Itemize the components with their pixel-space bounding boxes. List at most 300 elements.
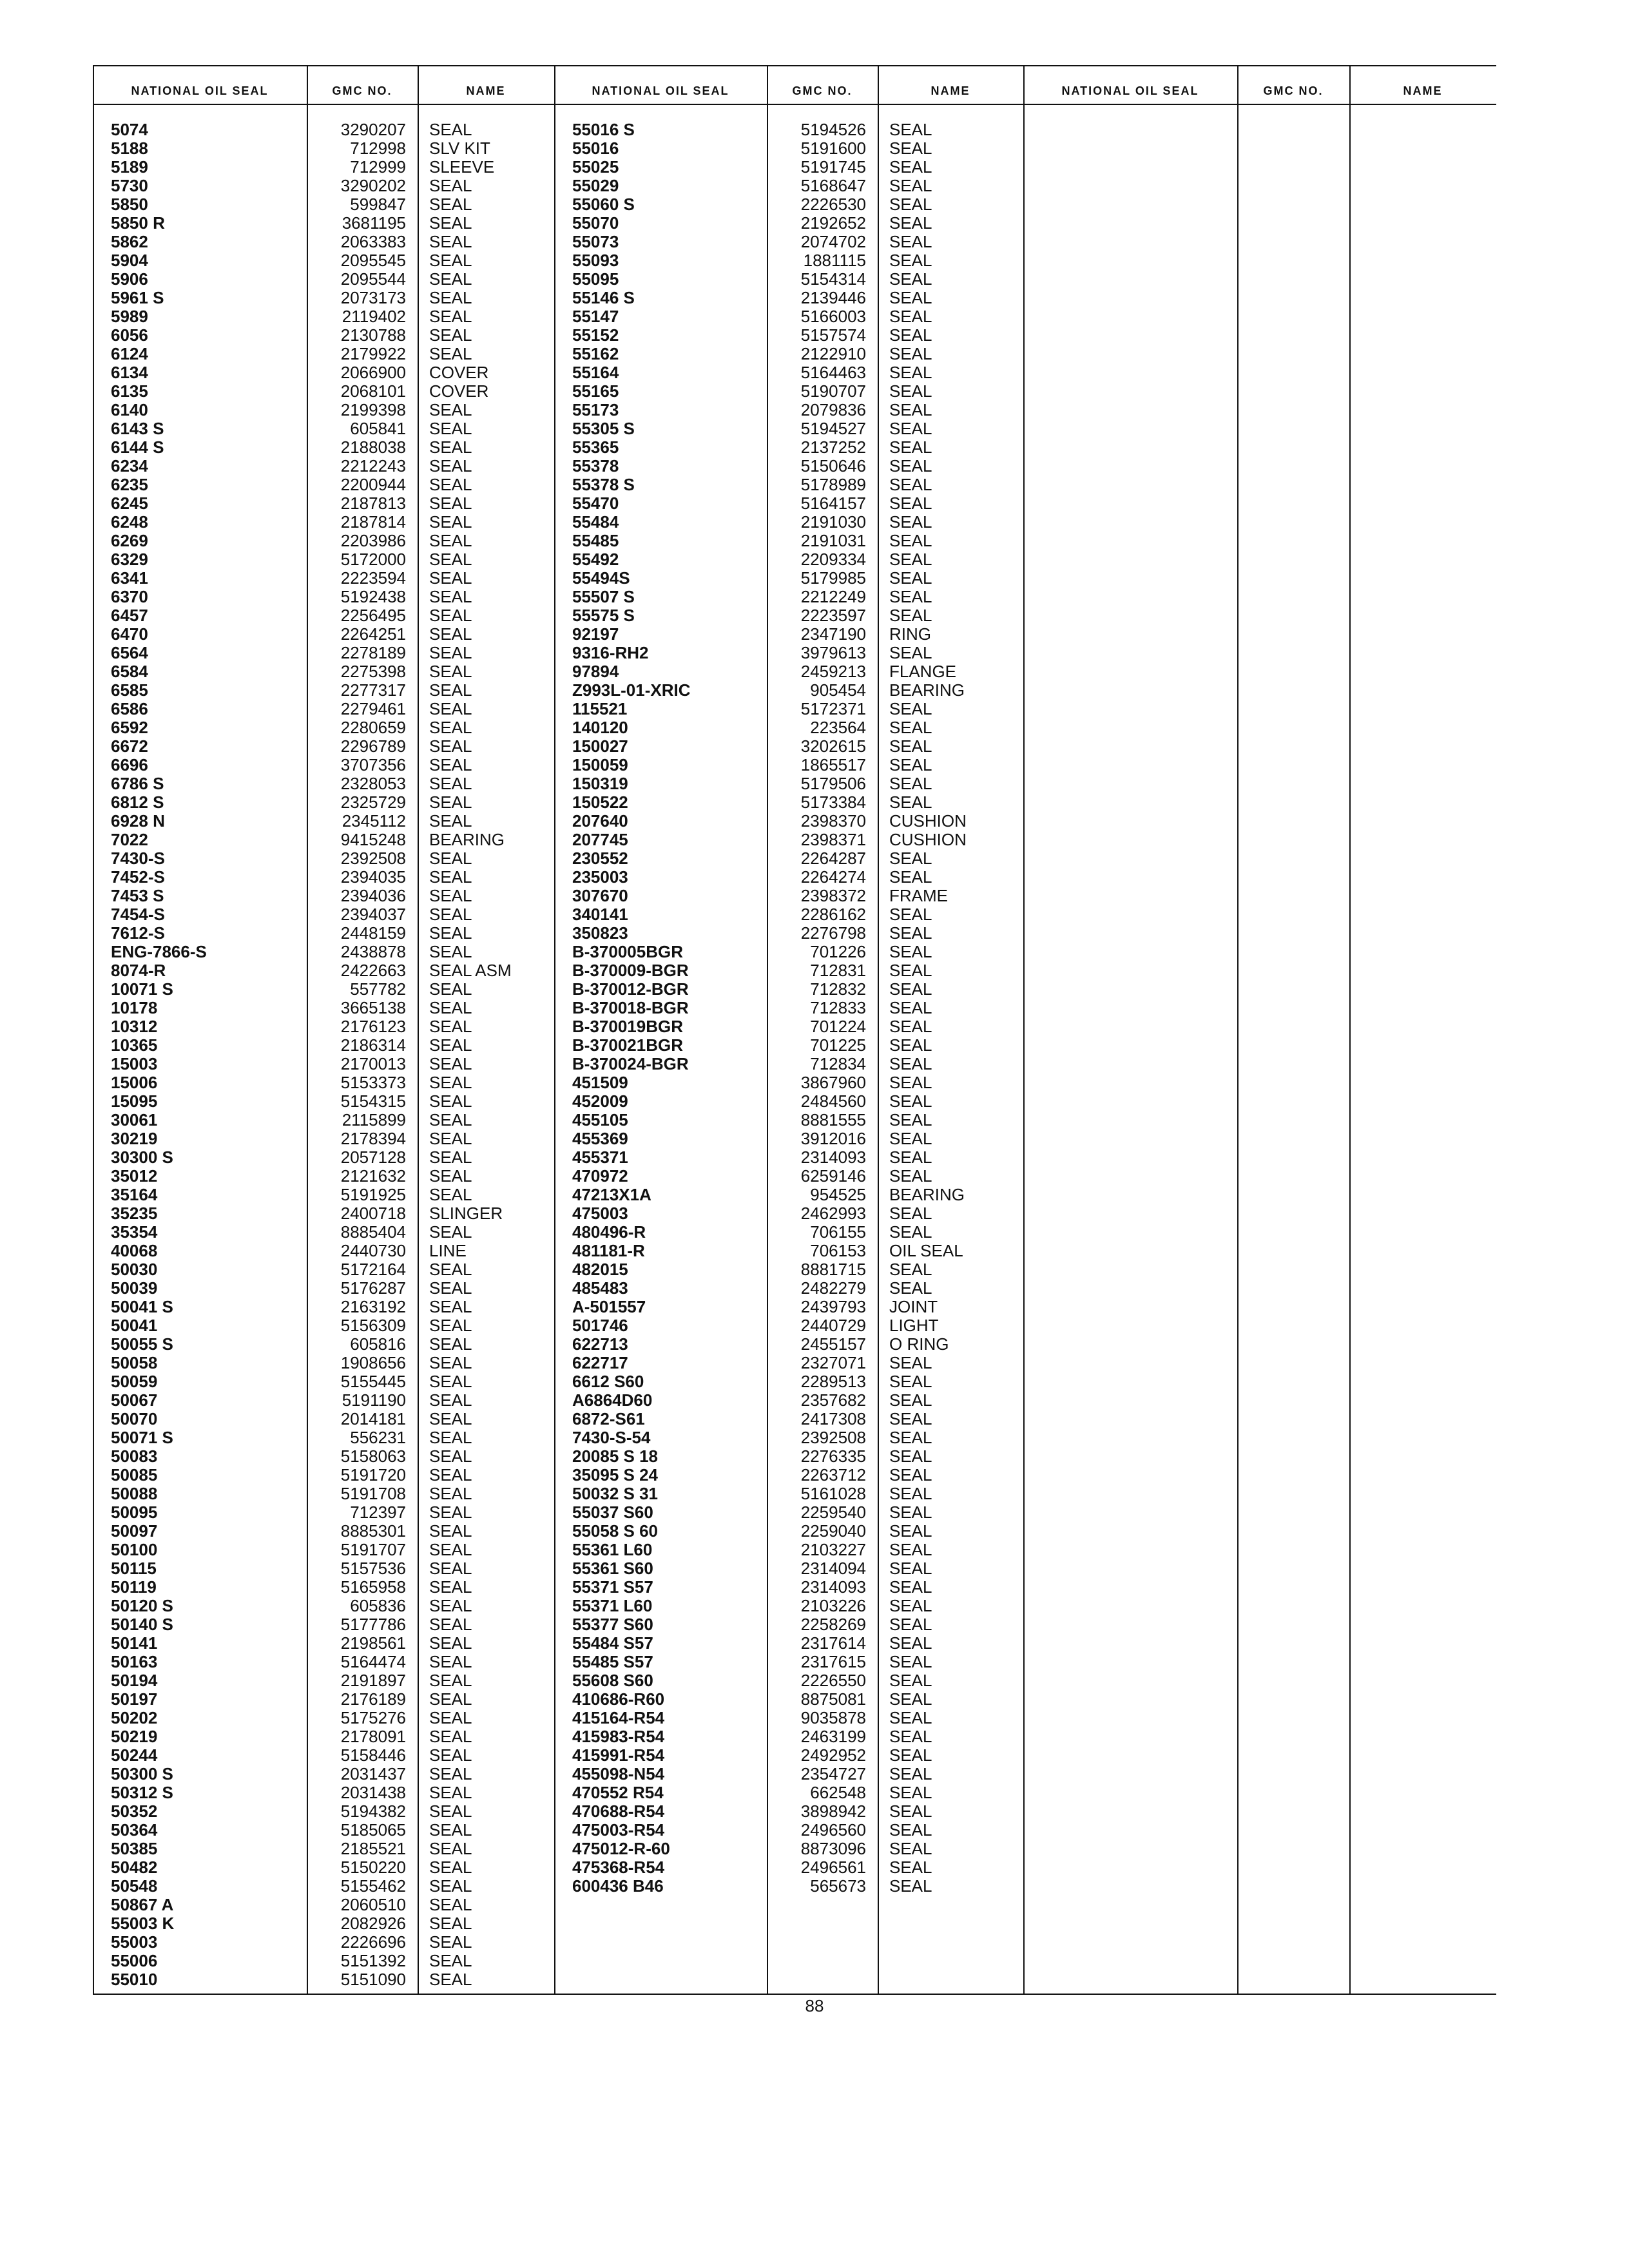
gmc-number-cell: 2079836 — [800, 400, 866, 419]
seal-number-cell: 50312 S — [111, 1783, 173, 1802]
gmc-number-cell: 2095544 — [340, 269, 406, 289]
gmc-number-cell: 2286162 — [800, 905, 866, 924]
gmc-number-cell: 2119402 — [342, 307, 406, 326]
gmc-number-cell: 2459213 — [800, 662, 866, 681]
seal-number-cell: Z993L-01-XRIC — [572, 680, 691, 700]
seal-number-cell: 235003 — [572, 867, 628, 887]
part-name-cell: BEARING — [889, 1185, 965, 1204]
gmc-number-cell: 2178091 — [340, 1727, 406, 1746]
gmc-number-cell: 8885404 — [340, 1222, 406, 1242]
part-name-cell: SEAL ASM — [429, 961, 512, 980]
part-name-cell: SEAL — [429, 606, 472, 625]
gmc-number-cell: 5175276 — [340, 1708, 406, 1727]
gmc-number-cell: 6259146 — [800, 1166, 866, 1186]
part-name-cell: SEAL — [889, 344, 932, 363]
gmc-number-cell: 5191190 — [342, 1390, 406, 1410]
gmc-number-cell: 905454 — [810, 680, 866, 700]
seal-number-cell: 55305 S — [572, 419, 635, 438]
part-name-cell: BEARING — [429, 830, 505, 849]
gmc-number-cell: 5154314 — [800, 269, 866, 289]
part-name-cell: SEAL — [889, 494, 932, 513]
gmc-number-cell: 5173384 — [800, 793, 866, 812]
part-name-cell: SEAL — [889, 606, 932, 625]
seal-number-cell: 7430-S-54 — [572, 1428, 651, 1447]
header-gmc-no: GMC NO. — [792, 84, 853, 97]
part-name-cell: SEAL — [429, 1783, 472, 1802]
part-name-cell: SEAL — [889, 1521, 932, 1541]
part-name-column — [889, 120, 1021, 1896]
gmc-number-cell: 3665138 — [340, 998, 406, 1017]
gmc-number-cell: 5157536 — [340, 1559, 406, 1578]
part-name-cell: SEAL — [429, 1110, 472, 1129]
part-name-cell: SEAL — [429, 494, 472, 513]
part-name-cell: SEAL — [429, 699, 472, 718]
part-name-cell: SEAL — [889, 288, 932, 307]
seal-number-cell: 50067 — [111, 1390, 158, 1410]
part-name-cell: SEAL — [889, 849, 932, 868]
seal-number-cell: 55073 — [572, 232, 619, 251]
gmc-number-cell: 2392508 — [800, 1428, 866, 1447]
seal-number-cell: 55093 — [572, 251, 619, 270]
seal-number-cell: 350823 — [572, 923, 628, 943]
gmc-number-cell: 2060510 — [340, 1895, 406, 1914]
part-name-cell: SEAL — [889, 1633, 932, 1653]
seal-number-cell: 50352 — [111, 1802, 158, 1821]
gmc-number-cell: 5155445 — [340, 1372, 406, 1391]
part-name-cell: SEAL — [429, 1820, 472, 1840]
part-name-cell: SEAL — [429, 849, 472, 868]
part-name-cell: FRAME — [889, 886, 948, 905]
seal-number-cell: 50120 S — [111, 1596, 173, 1615]
part-name-cell: SEAL — [429, 325, 472, 345]
gmc-number-cell: 662548 — [810, 1783, 866, 1802]
part-name-cell: SEAL — [889, 1073, 932, 1092]
seal-number-cell: 6457 — [111, 606, 148, 625]
gmc-number-cell: 5191925 — [340, 1185, 406, 1204]
seal-number-cell: 55003 — [111, 1932, 158, 1952]
seal-number-cell: 6586 — [111, 699, 148, 718]
gmc-number-cell: 706153 — [810, 1241, 866, 1260]
gmc-number-cell: 5179985 — [800, 568, 866, 588]
gmc-number-cell: 3912016 — [800, 1129, 866, 1148]
gmc-number-cell: 605836 — [350, 1596, 406, 1615]
gmc-number-cell: 1865517 — [800, 755, 866, 774]
seal-number-cell: 50385 — [111, 1839, 158, 1858]
part-name-cell: SEAL — [889, 157, 932, 177]
part-name-cell: SEAL — [889, 1166, 932, 1186]
seal-number-cell: 55371 L60 — [572, 1596, 653, 1615]
seal-number-cell: 475003-R54 — [572, 1820, 665, 1840]
seal-number-cell: 7612-S — [111, 923, 165, 943]
seal-number-cell: 6612 S60 — [572, 1372, 644, 1391]
gmc-number-cell: 3202615 — [800, 736, 866, 756]
part-name-cell: SEAL — [429, 1446, 472, 1466]
gmc-number-cell: 2354727 — [800, 1764, 866, 1783]
part-name-cell: SEAL — [889, 1689, 932, 1709]
seal-number-cell: 5850 — [111, 195, 148, 214]
gmc-number-cell: 2394036 — [340, 886, 406, 905]
part-name-cell: SEAL — [889, 1372, 932, 1391]
gmc-number-cell: 9415248 — [340, 830, 406, 849]
seal-number-cell: 55378 — [572, 456, 619, 476]
gmc-number-cell: 2462993 — [800, 1204, 866, 1223]
seal-number-cell: 415983-R54 — [572, 1727, 665, 1746]
gmc-number-cell: 2264274 — [800, 867, 866, 887]
part-name-cell: SEAL — [429, 1465, 472, 1485]
gmc-number-cell: 2179922 — [340, 344, 406, 363]
gmc-number-cell: 2187813 — [340, 494, 406, 513]
part-name-cell: SEAL — [889, 1428, 932, 1447]
part-name-cell: CUSHION — [889, 830, 967, 849]
part-name-cell: SEAL — [429, 1914, 472, 1933]
seal-number-cell: 415164-R54 — [572, 1708, 665, 1727]
seal-number-cell: 455105 — [572, 1110, 628, 1129]
part-name-cell: SEAL — [889, 755, 932, 774]
part-name-cell: SEAL — [429, 400, 472, 419]
seal-number-cell: 50059 — [111, 1372, 158, 1391]
gmc-number-cell: 712833 — [810, 998, 866, 1017]
part-name-cell: SEAL — [889, 998, 932, 1017]
header-name: NAME — [1403, 84, 1443, 97]
part-name-cell: SEAL — [429, 307, 472, 326]
part-name-cell: SEAL — [889, 923, 932, 943]
gmc-number-cell: 3898942 — [800, 1802, 866, 1821]
part-name-cell: SEAL — [889, 1110, 932, 1129]
part-name-cell: SEAL — [889, 1465, 932, 1485]
part-name-cell: SEAL — [889, 176, 932, 195]
gmc-number-cell: 2057128 — [340, 1148, 406, 1167]
seal-number-cell: 35012 — [111, 1166, 158, 1186]
seal-number-cell: 150059 — [572, 755, 628, 774]
part-name-cell: SEAL — [889, 1596, 932, 1615]
seal-number-cell: 50039 — [111, 1278, 158, 1298]
part-name-cell: SEAL — [889, 1484, 932, 1503]
part-name-cell: SEAL — [889, 1727, 932, 1746]
gmc-number-cell: 2264251 — [340, 624, 406, 644]
table-border-bottom — [93, 1994, 1496, 1995]
seal-number-cell: 6470 — [111, 624, 148, 644]
part-name-cell: COVER — [429, 363, 489, 382]
gmc-number-cell: 8881715 — [800, 1260, 866, 1279]
gmc-number-cell: 5194382 — [340, 1802, 406, 1821]
seal-number-cell: 55060 S — [572, 195, 635, 214]
seal-number-cell: 5850 R — [111, 213, 165, 233]
seal-number-column — [572, 120, 766, 1896]
part-name-cell: SEAL — [889, 400, 932, 419]
part-name-cell: SEAL — [889, 1278, 932, 1298]
seal-number-cell: 10365 — [111, 1035, 158, 1055]
gmc-number-cell: 2103227 — [800, 1540, 866, 1559]
gmc-number-cell: 2198561 — [340, 1633, 406, 1653]
seal-number-cell: 470972 — [572, 1166, 628, 1186]
part-name-cell: SEAL — [429, 1802, 472, 1821]
part-name-cell: SEAL — [889, 568, 932, 588]
seal-number-cell: 20085 S 18 — [572, 1446, 659, 1466]
gmc-number-cell: 2398371 — [800, 830, 866, 849]
part-name-cell: SEAL — [889, 1129, 932, 1148]
part-name-cell: SEAL — [889, 718, 932, 737]
gmc-number-cell: 701225 — [810, 1035, 866, 1055]
part-name-cell: SEAL — [429, 1017, 472, 1036]
gmc-number-cell: 5158063 — [340, 1446, 406, 1466]
seal-number-cell: 485483 — [572, 1278, 628, 1298]
gmc-number-cell: 2440729 — [800, 1316, 866, 1335]
header-rule — [93, 104, 1496, 105]
header-gmc-no: GMC NO. — [1263, 84, 1324, 97]
part-name-cell: SEAL — [429, 251, 472, 270]
part-name-cell: SEAL — [889, 1764, 932, 1783]
seal-number-cell: 55608 S60 — [572, 1671, 653, 1690]
part-name-cell: SEAL — [889, 905, 932, 924]
seal-number-cell: 55070 — [572, 213, 619, 233]
part-name-cell: SEAL — [429, 1166, 472, 1186]
part-name-cell: SEAL — [429, 456, 472, 476]
gmc-number-cell: 2448159 — [340, 923, 406, 943]
part-name-cell: SEAL — [889, 120, 932, 139]
part-name-cell: SEAL — [429, 1951, 472, 1970]
gmc-number-cell: 2276335 — [800, 1446, 866, 1466]
seal-number-cell: 50194 — [111, 1671, 158, 1690]
part-name-cell: SEAL — [889, 1577, 932, 1597]
gmc-number-cell: 5191600 — [800, 139, 866, 158]
part-name-cell: SEAL — [429, 1484, 472, 1503]
part-name-cell: SEAL — [889, 867, 932, 887]
part-name-cell: BEARING — [889, 680, 965, 700]
seal-number-cell: 6928 N — [111, 811, 165, 831]
seal-number-cell: 452009 — [572, 1091, 628, 1111]
seal-number-cell: 6672 — [111, 736, 148, 756]
column-divider — [878, 65, 879, 1995]
seal-number-cell: 40068 — [111, 1241, 158, 1260]
part-name-cell: SEAL — [889, 1783, 932, 1802]
seal-number-cell: 482015 — [572, 1260, 628, 1279]
part-name-cell: SEAL — [429, 793, 472, 812]
part-name-cell: SEAL — [889, 1409, 932, 1428]
part-name-cell: SEAL — [889, 1615, 932, 1634]
seal-number-cell: 50867 A — [111, 1895, 174, 1914]
seal-number-cell: 55162 — [572, 344, 619, 363]
part-name-cell: SEAL — [889, 232, 932, 251]
gmc-number-cell: 2130788 — [340, 325, 406, 345]
seal-number-cell: 7452-S — [111, 867, 165, 887]
seal-number-cell: 7022 — [111, 830, 148, 849]
part-name-cell: SEAL — [889, 1091, 932, 1111]
header-gmc-no: GMC NO. — [332, 84, 392, 97]
part-name-cell: SEAL — [429, 475, 472, 494]
seal-number-cell: 35164 — [111, 1185, 158, 1204]
gmc-number-cell: 5151090 — [340, 1970, 406, 1989]
seal-number-cell: 50244 — [111, 1745, 158, 1765]
seal-number-cell: 455369 — [572, 1129, 628, 1148]
gmc-number-cell: 5156309 — [340, 1316, 406, 1335]
part-name-cell: SEAL — [429, 550, 472, 569]
gmc-number-cell: 2073173 — [340, 288, 406, 307]
part-name-cell: SEAL — [889, 1839, 932, 1858]
gmc-number-cell: 5172164 — [340, 1260, 406, 1279]
seal-number-cell: 92197 — [572, 624, 619, 644]
seal-number-cell: 10071 S — [111, 979, 173, 999]
gmc-number-cell: 5168647 — [800, 176, 866, 195]
seal-number-cell: 6140 — [111, 400, 148, 419]
seal-number-cell: B-370009-BGR — [572, 961, 689, 980]
gmc-number-cell: 3681195 — [342, 213, 406, 233]
gmc-number-cell: 8875081 — [800, 1689, 866, 1709]
part-name-cell: COVER — [429, 381, 489, 401]
table-border-left — [93, 65, 94, 1995]
part-name-cell: SEAL — [429, 736, 472, 756]
part-name-cell: SEAL — [429, 213, 472, 233]
gmc-number-cell: 2121632 — [340, 1166, 406, 1186]
seal-number-cell: 307670 — [572, 886, 628, 905]
column-divider — [1237, 65, 1239, 1995]
gmc-number-cell: 5158446 — [340, 1745, 406, 1765]
seal-number-cell: 6872-S61 — [572, 1409, 645, 1428]
seal-number-cell: 6812 S — [111, 793, 164, 812]
gmc-number-cell: 5191707 — [340, 1540, 406, 1559]
gmc-number-cell: 5190707 — [800, 381, 866, 401]
part-name-cell: SEAL — [429, 774, 472, 793]
seal-number-cell: 55494S — [572, 568, 630, 588]
part-name-cell: SEAL — [889, 195, 932, 214]
gmc-number-cell: 2347190 — [800, 624, 866, 644]
part-name-cell: SEAL — [429, 1932, 472, 1952]
seal-number-cell: 230552 — [572, 849, 628, 868]
gmc-number-cell: 2400718 — [340, 1204, 406, 1223]
gmc-number-cell: 2178394 — [340, 1129, 406, 1148]
seal-number-cell: 6234 — [111, 456, 148, 476]
seal-number-cell: 10178 — [111, 998, 158, 1017]
gmc-number-cell: 3290207 — [340, 120, 406, 139]
gmc-number-cell: 5172000 — [340, 550, 406, 569]
seal-number-cell: 50115 — [111, 1559, 157, 1578]
gmc-number-cell: 2496561 — [800, 1858, 866, 1877]
gmc-number-cell: 2317614 — [800, 1633, 866, 1653]
part-name-cell: SEAL — [429, 1671, 472, 1690]
gmc-number-cell: 2191030 — [800, 512, 866, 532]
seal-number-cell: 55361 L60 — [572, 1540, 653, 1559]
part-name-cell: SEAL — [429, 1596, 472, 1615]
seal-number-cell: 55146 S — [572, 288, 635, 307]
part-name-cell: SEAL — [429, 269, 472, 289]
part-name-cell: SEAL — [889, 437, 932, 457]
part-name-cell: FLANGE — [889, 662, 957, 681]
gmc-number-cell: 2082926 — [340, 1914, 406, 1933]
gmc-number-cell: 2394037 — [340, 905, 406, 924]
gmc-number-cell: 2199398 — [340, 400, 406, 419]
seal-number-cell: 50100 — [111, 1540, 158, 1559]
gmc-number-cell: 605841 — [350, 419, 406, 438]
gmc-number-cell: 2439793 — [800, 1297, 866, 1316]
seal-number-cell: 55507 S — [572, 587, 635, 606]
part-name-cell: O RING — [889, 1334, 949, 1354]
seal-number-cell: 140120 — [572, 718, 628, 737]
gmc-number-cell: 5172371 — [800, 699, 866, 718]
part-name-cell: SEAL — [429, 1073, 472, 1092]
gmc-number-cell: 2263712 — [800, 1465, 866, 1485]
gmc-number-cell: 2068101 — [340, 381, 406, 401]
part-name-cell: SEAL — [429, 1876, 472, 1896]
seal-number-cell: 55378 S — [572, 475, 635, 494]
part-name-cell: SEAL — [889, 139, 932, 158]
gmc-number-cell: 2103226 — [800, 1596, 866, 1615]
seal-number-cell: 475003 — [572, 1204, 628, 1223]
gmc-number-cell: 2200944 — [340, 475, 406, 494]
gmc-number-cell: 2188038 — [340, 437, 406, 457]
gmc-number-cell: 2277317 — [340, 680, 406, 700]
part-name-cell: SEAL — [889, 699, 932, 718]
gmc-number-cell: 2139446 — [800, 288, 866, 307]
gmc-number-cell: 5164157 — [800, 494, 866, 513]
gmc-number-cell: 2212243 — [340, 456, 406, 476]
part-name-cell: SEAL — [429, 1521, 472, 1541]
gmc-number-cell: 2440730 — [340, 1241, 406, 1260]
seal-number-cell: 5189 — [111, 157, 148, 177]
column-divider — [1023, 65, 1025, 1995]
gmc-number-cell: 2074702 — [800, 232, 866, 251]
seal-number-cell: 30219 — [111, 1129, 158, 1148]
part-name-cell: SEAL — [889, 1708, 932, 1727]
gmc-number-cell: 2328053 — [340, 774, 406, 793]
gmc-number-cell: 5150220 — [340, 1858, 406, 1877]
gmc-number-cell: 5154315 — [340, 1091, 406, 1111]
part-name-cell: SEAL — [429, 1222, 472, 1242]
part-name-cell: SEAL — [429, 923, 472, 943]
gmc-number-cell: 2187814 — [340, 512, 406, 532]
part-name-cell: SEAL — [889, 1222, 932, 1242]
gmc-number-cell: 1881115 — [803, 251, 866, 270]
seal-number-cell: 50095 — [111, 1503, 158, 1522]
gmc-number-cell: 2209334 — [800, 550, 866, 569]
seal-number-cell: 50070 — [111, 1409, 158, 1428]
gmc-number-cell: 2296789 — [340, 736, 406, 756]
seal-number-cell: 6269 — [111, 531, 148, 550]
seal-number-cell: 415991-R54 — [572, 1745, 665, 1765]
gmc-number-cell: 2289513 — [800, 1372, 866, 1391]
seal-number-cell: 50548 — [111, 1876, 158, 1896]
seal-number-cell: 55010 — [111, 1970, 158, 1989]
part-name-cell: SEAL — [889, 531, 932, 550]
seal-number-cell: 50030 — [111, 1260, 158, 1279]
part-name-cell: SEAL — [889, 1148, 932, 1167]
seal-number-cell: 501746 — [572, 1316, 628, 1335]
seal-number-cell: 9316-RH2 — [572, 643, 649, 662]
part-name-cell: SEAL — [429, 942, 472, 961]
part-name-cell: SEAL — [429, 1409, 472, 1428]
seal-number-cell: A-501557 — [572, 1297, 646, 1316]
gmc-number-cell: 2259040 — [800, 1521, 866, 1541]
seal-number-cell: 55485 S57 — [572, 1652, 653, 1671]
seal-number-cell: 50300 S — [111, 1764, 173, 1783]
seal-number-cell: 55485 — [572, 531, 619, 550]
gmc-number-cell: 2122910 — [800, 344, 866, 363]
seal-number-cell: 622713 — [572, 1334, 628, 1354]
seal-number-cell: 475012-R-60 — [572, 1839, 670, 1858]
part-name-cell: SLV KIT — [429, 139, 490, 158]
part-name-cell: SEAL — [429, 1839, 472, 1858]
seal-number-cell: 55147 — [572, 307, 619, 326]
seal-number-cell: 30300 S — [111, 1148, 173, 1167]
seal-number-cell: 50140 S — [111, 1615, 173, 1634]
part-name-cell: SLEEVE — [429, 157, 495, 177]
gmc-number-cell: 5177786 — [340, 1615, 406, 1634]
part-name-cell: SEAL — [889, 1054, 932, 1073]
part-name-cell: SEAL — [429, 1970, 472, 1989]
parts-table — [93, 65, 1496, 1995]
seal-number-cell: 35354 — [111, 1222, 158, 1242]
gmc-number-cell: 954525 — [810, 1185, 866, 1204]
gmc-number-cell: 2170013 — [340, 1054, 406, 1073]
gmc-number-cell: 2176123 — [340, 1017, 406, 1036]
